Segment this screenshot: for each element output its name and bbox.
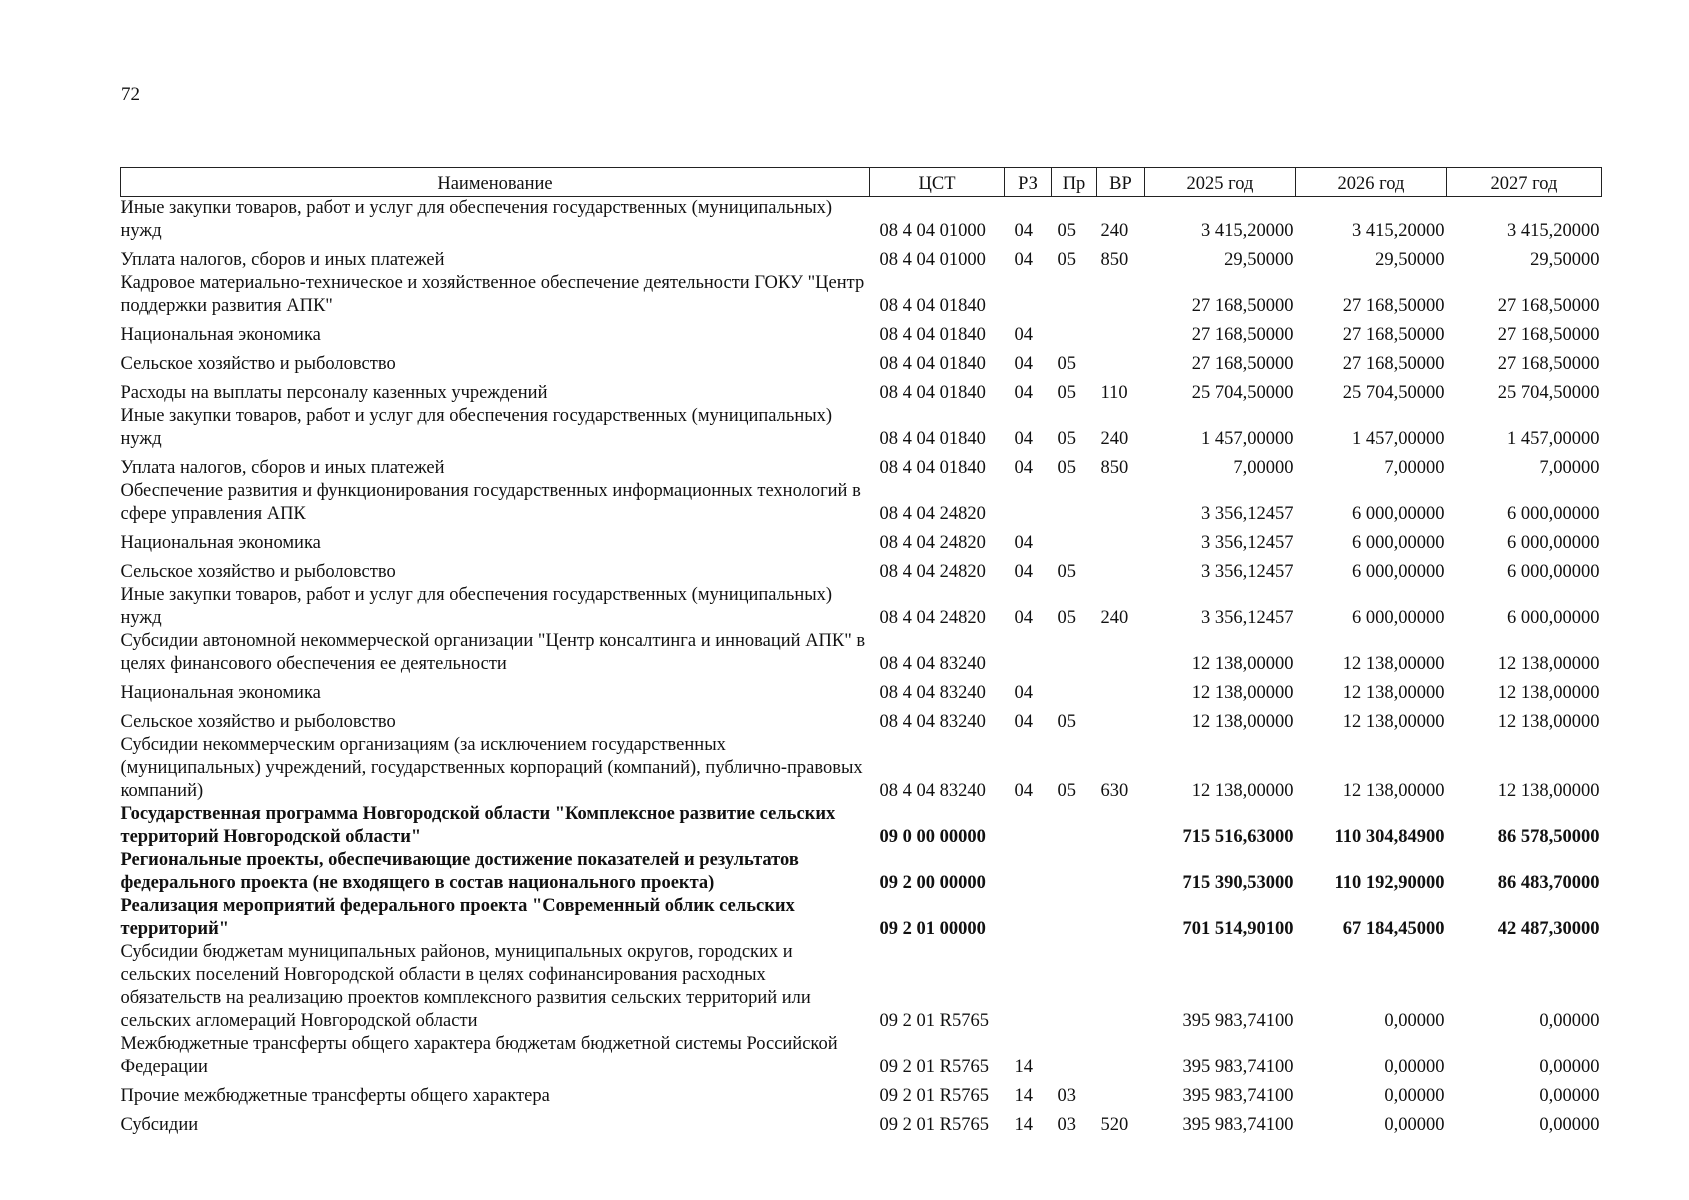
cell-cst: 08 4 04 24820	[879, 608, 986, 628]
cell-pr: 05	[1057, 354, 1076, 374]
cell-name: Уплата налогов, сборов и иных платежей	[120, 458, 445, 478]
table-row	[121, 803, 1602, 849]
cell-pr	[1052, 803, 1097, 849]
header-rz: РЗ	[1005, 168, 1052, 197]
cell-cst: 08 4 04 83240	[879, 781, 986, 801]
cell-2025: 1 457,00000	[1201, 429, 1294, 449]
cell-2027: 12 138,00000	[1497, 781, 1600, 801]
cell-rz: 04	[1014, 383, 1033, 403]
cell-pr: 03	[1057, 1115, 1076, 1135]
table-row	[121, 1108, 1602, 1137]
cell-pr: 05	[1057, 221, 1076, 241]
cell-2026: 6 000,00000	[1352, 533, 1445, 553]
header-vr: ВР	[1097, 168, 1145, 197]
cell-2026: 110 304,84900	[1334, 827, 1445, 847]
cell-2025: 3 356,12457	[1201, 562, 1294, 582]
cell-2027: 0,00000	[1539, 1115, 1600, 1135]
cell-2025: 715 390,53000	[1182, 873, 1294, 893]
table-row	[121, 734, 1602, 803]
cell-2027: 6 000,00000	[1507, 533, 1600, 553]
cell-2027: 3 415,20000	[1507, 221, 1600, 241]
cell-2026: 67 184,45000	[1342, 919, 1445, 939]
table-body	[121, 197, 1602, 1138]
cell-2025: 395 983,74100	[1182, 1057, 1294, 1077]
table-row	[121, 705, 1602, 734]
cell-pr	[1052, 849, 1097, 895]
cell-2025: 27 168,50000	[1191, 296, 1294, 316]
cell-2027: 12 138,00000	[1497, 683, 1600, 703]
table-row	[121, 272, 1602, 318]
cell-name: Национальная экономика	[120, 533, 321, 553]
cell-vr: 850	[1100, 250, 1129, 270]
cell-name: Национальная экономика	[120, 325, 321, 345]
cell-pr	[1052, 480, 1097, 526]
cell-rz: 04	[1014, 562, 1033, 582]
cell-vr	[1097, 272, 1145, 318]
cell-2026: 0,00000	[1384, 1115, 1445, 1135]
cell-2026: 12 138,00000	[1342, 683, 1445, 703]
cell-rz: 04	[1014, 354, 1033, 374]
cell-2027: 6 000,00000	[1507, 504, 1600, 524]
cell-2026: 27 168,50000	[1342, 296, 1445, 316]
cell-2025: 395 983,74100	[1182, 1115, 1294, 1135]
header-name: Наименование	[121, 168, 870, 197]
table-header-row	[121, 168, 1602, 197]
table-row	[121, 526, 1602, 555]
table-row	[121, 243, 1602, 272]
cell-cst: 08 4 04 01840	[879, 354, 986, 374]
cell-2025: 12 138,00000	[1191, 683, 1294, 703]
cell-name: Сельское хозяйство и рыболовство	[120, 354, 396, 374]
cell-pr: 05	[1057, 562, 1076, 582]
cell-vr: 240	[1100, 608, 1129, 628]
cell-rz: 04	[1014, 458, 1033, 478]
cell-vr	[1097, 803, 1145, 849]
cell-2027: 25 704,50000	[1497, 383, 1600, 403]
cell-cst: 08 4 04 83240	[879, 654, 986, 674]
cell-2027: 6 000,00000	[1507, 562, 1600, 582]
cell-2025: 12 138,00000	[1191, 781, 1294, 801]
table-row	[121, 451, 1602, 480]
cell-2027: 12 138,00000	[1497, 654, 1600, 674]
cell-2026: 1 457,00000	[1352, 429, 1445, 449]
cell-rz: 04	[1014, 250, 1033, 270]
cell-name: Государственная программа Новгородской области "Комплексное развитие сельских территорий Новгородской области"	[120, 804, 836, 847]
cell-2025: 395 983,74100	[1182, 1011, 1294, 1031]
cell-pr	[1052, 318, 1097, 347]
cell-2025: 12 138,00000	[1191, 712, 1294, 732]
cell-vr	[1097, 630, 1145, 676]
table-row	[121, 584, 1602, 630]
cell-rz: 04	[1014, 712, 1033, 732]
cell-vr	[1097, 347, 1145, 376]
cell-2026: 27 168,50000	[1342, 325, 1445, 345]
cell-name: Обеспечение развития и функционирования государственных информационных технологий в сфере управления АПК	[120, 481, 861, 524]
cell-name: Уплата налогов, сборов и иных платежей	[120, 250, 445, 270]
header-2025: 2025 год	[1145, 168, 1296, 197]
cell-rz: 14	[1014, 1086, 1033, 1106]
cell-pr: 05	[1057, 458, 1076, 478]
cell-cst: 08 4 04 83240	[879, 683, 986, 703]
cell-vr	[1097, 555, 1145, 584]
cell-cst: 08 4 04 01840	[879, 325, 986, 345]
cell-2025: 3 356,12457	[1201, 504, 1294, 524]
table-row	[121, 347, 1602, 376]
cell-2025: 7,00000	[1233, 458, 1294, 478]
cell-cst: 09 2 01 R5765	[879, 1011, 989, 1031]
cell-pr: 05	[1057, 250, 1076, 270]
cell-name: Иные закупки товаров, работ и услуг для обеспечения государственных (муниципальных) нужд	[120, 406, 833, 449]
cell-vr: 110	[1100, 383, 1128, 403]
cell-name: Расходы на выплаты персоналу казенных учреждений	[120, 383, 548, 403]
cell-name: Национальная экономика	[120, 683, 321, 703]
cell-2027: 0,00000	[1539, 1011, 1600, 1031]
cell-name: Прочие межбюджетные трансферты общего характера	[120, 1086, 550, 1106]
cell-2025: 701 514,90100	[1182, 919, 1294, 939]
cell-rz: 04	[1014, 608, 1033, 628]
cell-pr: 05	[1057, 429, 1076, 449]
cell-2026: 29,50000	[1375, 250, 1445, 270]
cell-2026: 27 168,50000	[1342, 354, 1445, 374]
cell-rz: 04	[1014, 533, 1033, 553]
cell-2026: 3 415,20000	[1352, 221, 1445, 241]
cell-pr: 05	[1057, 781, 1076, 801]
cell-name: Иные закупки товаров, работ и услуг для обеспечения государственных (муниципальных) нужд	[120, 585, 833, 628]
table-row	[121, 197, 1602, 244]
table-row	[121, 895, 1602, 941]
cell-pr: 03	[1057, 1086, 1076, 1106]
cell-pr	[1052, 941, 1097, 1033]
cell-2027: 12 138,00000	[1497, 712, 1600, 732]
cell-2027: 6 000,00000	[1507, 608, 1600, 628]
cell-2026: 12 138,00000	[1342, 712, 1445, 732]
cell-cst: 08 4 04 24820	[879, 533, 986, 553]
cell-name: Субсидии бюджетам муниципальных районов, муниципальных округов, городских и сельских поселений Новгородской области в целях софинансирования расходных обязательств на реализацию проектов комплексного развития сельских территорий или сельских агломераций Новгородской области	[120, 942, 811, 1031]
cell-2026: 25 704,50000	[1342, 383, 1445, 403]
cell-cst: 09 2 01 00000	[879, 919, 986, 939]
header-2027: 2027 год	[1447, 168, 1602, 197]
cell-rz: 04	[1014, 429, 1033, 449]
table-row	[121, 630, 1602, 676]
cell-pr	[1052, 272, 1097, 318]
cell-rz: 04	[1014, 781, 1033, 801]
cell-cst: 08 4 04 83240	[879, 712, 986, 732]
cell-name: Региональные проекты, обеспечивающие достижение показателей и результатов федерального проекта (не входящего в состав национального проекта)	[120, 850, 799, 893]
cell-2025: 27 168,50000	[1191, 325, 1294, 345]
cell-vr	[1097, 1033, 1145, 1079]
cell-cst: 09 2 01 R5765	[879, 1057, 989, 1077]
cell-2025: 395 983,74100	[1182, 1086, 1294, 1106]
cell-rz	[1005, 480, 1052, 526]
table-row	[121, 676, 1602, 705]
cell-2027: 86 578,50000	[1497, 827, 1600, 847]
table-row	[121, 941, 1602, 1033]
header-2026: 2026 год	[1296, 168, 1447, 197]
cell-vr: 630	[1100, 781, 1129, 801]
cell-2027: 27 168,50000	[1497, 354, 1600, 374]
cell-pr: 05	[1057, 712, 1076, 732]
cell-rz	[1005, 803, 1052, 849]
table-row	[121, 405, 1602, 451]
cell-vr	[1097, 526, 1145, 555]
cell-2027: 42 487,30000	[1497, 919, 1600, 939]
cell-2026: 0,00000	[1384, 1057, 1445, 1077]
cell-name: Кадровое материально-техническое и хозяйственное обеспечение деятельности ГОКУ "Центр поддержки развития АПК"	[120, 273, 865, 316]
cell-cst: 08 4 04 01840	[879, 429, 986, 449]
table-row	[121, 1033, 1602, 1079]
cell-pr	[1052, 630, 1097, 676]
cell-2026: 7,00000	[1384, 458, 1445, 478]
budget-table	[120, 167, 1602, 1137]
cell-cst: 08 4 04 24820	[879, 562, 986, 582]
cell-2026: 110 192,90000	[1334, 873, 1445, 893]
cell-cst: 09 2 01 R5765	[879, 1086, 989, 1106]
cell-cst: 09 0 00 00000	[879, 827, 986, 847]
cell-pr	[1052, 895, 1097, 941]
cell-2027: 1 457,00000	[1507, 429, 1600, 449]
cell-2025: 3 415,20000	[1201, 221, 1294, 241]
table-row	[121, 849, 1602, 895]
cell-2026: 0,00000	[1384, 1086, 1445, 1106]
cell-vr	[1097, 1079, 1145, 1108]
cell-name: Реализация мероприятий федерального проекта "Современный облик сельских территорий"	[120, 896, 795, 939]
cell-cst: 09 2 01 R5765	[879, 1115, 989, 1135]
cell-name: Сельское хозяйство и рыболовство	[120, 562, 396, 582]
cell-rz: 14	[1014, 1057, 1033, 1077]
cell-2027: 0,00000	[1539, 1057, 1600, 1077]
cell-2025: 27 168,50000	[1191, 354, 1294, 374]
cell-vr	[1097, 705, 1145, 734]
cell-rz: 14	[1014, 1115, 1033, 1135]
cell-pr: 05	[1057, 608, 1076, 628]
cell-vr	[1097, 676, 1145, 705]
cell-vr	[1097, 849, 1145, 895]
cell-2025: 12 138,00000	[1191, 654, 1294, 674]
cell-2025: 25 704,50000	[1191, 383, 1294, 403]
cell-vr: 240	[1100, 221, 1129, 241]
cell-2026: 0,00000	[1384, 1011, 1445, 1031]
cell-vr: 240	[1100, 429, 1129, 449]
cell-rz: 04	[1014, 325, 1033, 345]
cell-vr	[1097, 480, 1145, 526]
page-number: 72	[121, 84, 140, 105]
cell-2026: 12 138,00000	[1342, 781, 1445, 801]
cell-2026: 6 000,00000	[1352, 608, 1445, 628]
cell-vr	[1097, 318, 1145, 347]
cell-name: Сельское хозяйство и рыболовство	[120, 712, 396, 732]
table-row	[121, 376, 1602, 405]
cell-2026: 6 000,00000	[1352, 504, 1445, 524]
table-row	[121, 480, 1602, 526]
cell-vr: 850	[1100, 458, 1129, 478]
cell-cst: 08 4 04 24820	[879, 504, 986, 524]
cell-2025: 715 516,63000	[1182, 827, 1294, 847]
cell-2027: 86 483,70000	[1497, 873, 1600, 893]
cell-rz	[1005, 849, 1052, 895]
table-row	[121, 318, 1602, 347]
cell-name: Субсидии автономной некоммерческой организации "Центр консалтинга и инноваций АПК" в целях финансового обеспечения ее деятельности	[120, 631, 866, 674]
cell-cst: 08 4 04 01000	[879, 250, 986, 270]
table-row	[121, 1079, 1602, 1108]
cell-cst: 08 4 04 01840	[879, 383, 986, 403]
cell-vr	[1097, 941, 1145, 1033]
cell-pr	[1052, 526, 1097, 555]
cell-2026: 12 138,00000	[1342, 654, 1445, 674]
cell-2025: 3 356,12457	[1201, 608, 1294, 628]
cell-pr	[1052, 1033, 1097, 1079]
cell-pr: 05	[1057, 383, 1076, 403]
cell-name: Межбюджетные трансферты общего характера бюджетам бюджетной системы Российской Федерации	[120, 1034, 838, 1077]
header-pr: Пр	[1052, 168, 1097, 197]
cell-rz: 04	[1014, 221, 1033, 241]
cell-2027: 0,00000	[1539, 1086, 1600, 1106]
cell-pr	[1052, 676, 1097, 705]
cell-rz	[1005, 272, 1052, 318]
cell-rz	[1005, 941, 1052, 1033]
table-row	[121, 555, 1602, 584]
cell-cst: 08 4 04 01840	[879, 458, 986, 478]
cell-name: Иные закупки товаров, работ и услуг для обеспечения государственных (муниципальных) нужд	[120, 198, 833, 241]
cell-2027: 27 168,50000	[1497, 296, 1600, 316]
cell-2027: 7,00000	[1539, 458, 1600, 478]
cell-2025: 3 356,12457	[1201, 533, 1294, 553]
cell-vr	[1097, 895, 1145, 941]
cell-cst: 09 2 00 00000	[879, 873, 986, 893]
cell-2027: 27 168,50000	[1497, 325, 1600, 345]
header-cst: ЦСТ	[870, 168, 1005, 197]
cell-2027: 29,50000	[1530, 250, 1600, 270]
cell-rz: 04	[1014, 683, 1033, 703]
cell-2025: 29,50000	[1224, 250, 1294, 270]
cell-cst: 08 4 04 01000	[879, 221, 986, 241]
cell-vr: 520	[1100, 1115, 1129, 1135]
cell-name: Субсидии некоммерческим организациям (за исключением государственных (муниципальных) учреждений, государственных корпораций (компаний), публично-правовых компаний)	[120, 735, 863, 801]
cell-rz	[1005, 630, 1052, 676]
cell-2026: 6 000,00000	[1352, 562, 1445, 582]
cell-rz	[1005, 895, 1052, 941]
cell-cst: 08 4 04 01840	[879, 296, 986, 316]
cell-name: Субсидии	[120, 1115, 199, 1135]
